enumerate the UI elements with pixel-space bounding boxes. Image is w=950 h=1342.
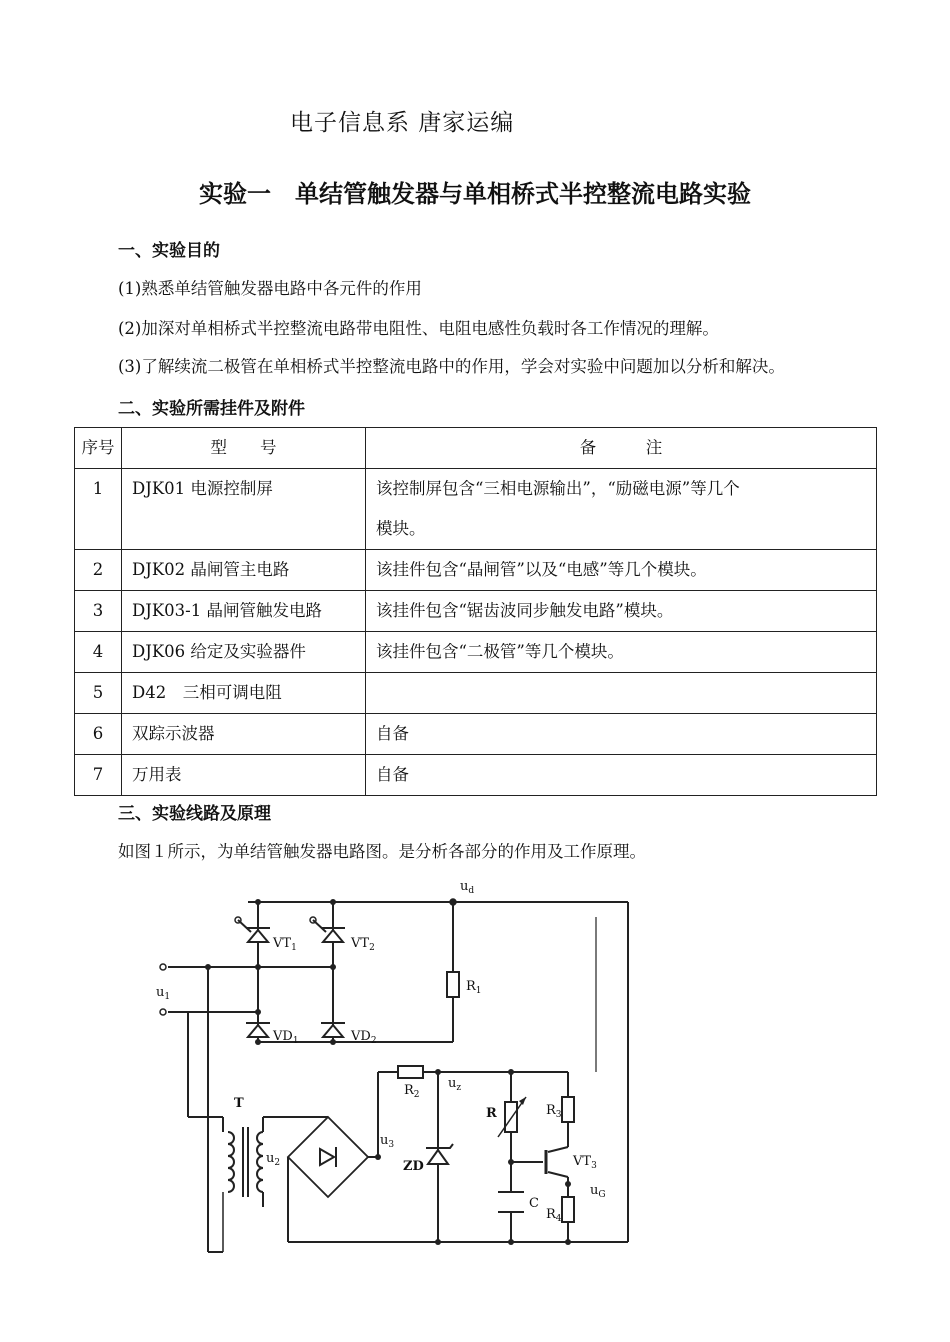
- row-model: DJK02 晶闸管主电路: [122, 550, 366, 591]
- label-r1: $R_1$: [466, 979, 482, 996]
- label-vd1: $VD_1$: [273, 1029, 299, 1046]
- table-row: [75, 673, 877, 714]
- section-3-text: 如图１所示，为单结管触发器电路图。是分析各部分的作用及工作原理。: [118, 842, 646, 861]
- row-model: D42 三相可调电阻: [122, 673, 366, 714]
- label-vt2: $VT_2$: [351, 936, 375, 953]
- label-vt1: $VT_1$: [273, 936, 297, 953]
- row-note: [366, 469, 877, 550]
- objective-1: (1)熟悉单结管触发器电路中各元件的作用: [118, 279, 422, 298]
- row-no: 5: [75, 673, 122, 714]
- label-vt3: $VT_3$: [573, 1154, 597, 1171]
- table-row: [75, 550, 877, 591]
- row-no: 3: [75, 591, 122, 632]
- row-note: 自备: [366, 714, 877, 755]
- row-note: 该挂件包含“锯齿波同步触发电路”模块。: [366, 591, 877, 632]
- label-vd2: $VD_2$: [351, 1029, 377, 1046]
- header-note: 备 注: [366, 428, 877, 469]
- header-model: 型 号: [122, 428, 366, 469]
- circuit-diagram: [148, 872, 648, 1262]
- label-t: T: [234, 1096, 244, 1111]
- table-row: [75, 591, 877, 632]
- label-r3: $R_3$: [546, 1103, 562, 1120]
- equipment-table: [74, 427, 877, 796]
- section-3-heading: 三、实验线路及原理: [118, 804, 271, 824]
- label-zd: ZD: [403, 1159, 424, 1174]
- author-line: 电子信息系 唐家运编: [290, 110, 515, 136]
- row-no: 6: [75, 714, 122, 755]
- label-u1: $u_1$: [156, 985, 171, 1002]
- label-r: R: [486, 1106, 497, 1121]
- section-1-heading: 一、实验目的: [118, 241, 220, 261]
- row-no: 4: [75, 632, 122, 673]
- label-c: C: [529, 1196, 539, 1211]
- header-no: 序号: [75, 428, 122, 469]
- row-model: 双踪示波器: [122, 714, 366, 755]
- row-no: 1: [75, 469, 122, 550]
- row-note: 该挂件包含“二极管”等几个模块。: [366, 632, 877, 673]
- label-uz: $u_z$: [448, 1076, 462, 1093]
- row-note: 该挂件包含“晶闸管”以及“电感”等几个模块。: [366, 550, 877, 591]
- row-note-line: 该控制屏包含“三相电源输出”，“励磁电源”等几个: [376, 479, 740, 498]
- label-u2: $u_2$: [266, 1151, 281, 1168]
- row-note: [366, 673, 877, 714]
- label-ud: $u_d$: [460, 879, 475, 896]
- row-model: DJK06 给定及实验器件: [122, 632, 366, 673]
- table-header-row: [75, 428, 877, 469]
- label-r2: $R_2$: [404, 1083, 420, 1100]
- row-note: 自备: [366, 755, 877, 796]
- label-ug: $u_G$: [590, 1183, 606, 1200]
- row-model: DJK01 电源控制屏: [122, 469, 366, 550]
- row-no: 2: [75, 550, 122, 591]
- row-no: 7: [75, 755, 122, 796]
- table-row: [75, 755, 877, 796]
- label-u3: $u_3$: [380, 1133, 395, 1150]
- table-row: [75, 632, 877, 673]
- table-row: [75, 714, 877, 755]
- row-model: DJK03-1 晶闸管触发电路: [122, 591, 366, 632]
- row-note-line: 模块。: [376, 519, 426, 538]
- objective-3: (3)了解续流二极管在单相桥式半控整流电路中的作用，学会对实验中问题加以分析和解决。: [118, 357, 785, 376]
- experiment-title: 实验一 单结管触发器与单相桥式半控整流电路实验: [199, 180, 751, 208]
- section-2-heading: 二、实验所需挂件及附件: [118, 399, 305, 419]
- objective-2: (2)加深对单相桥式半控整流电路带电阻性、电阻电感性负载时各工作情况的理解。: [118, 319, 719, 338]
- row-model: 万用表: [122, 755, 366, 796]
- table-row: [75, 469, 877, 550]
- label-r4: $R_4$: [546, 1207, 562, 1224]
